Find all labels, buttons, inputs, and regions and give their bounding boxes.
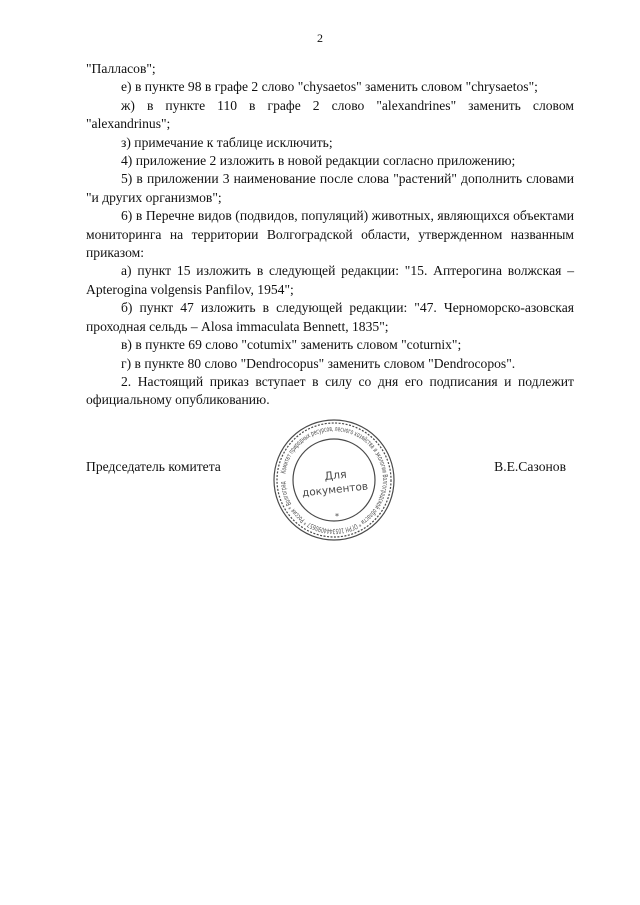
paragraph-item-e: е) в пункте 98 в графе 2 слово "chysaetos" заменить словом "chrysaetos"; bbox=[121, 79, 538, 95]
document-body bbox=[86, 60, 574, 410]
paragraph-item-5: 5) в приложении 3 наименование после слова "растений" дополнить словами "и других организмов"; bbox=[86, 171, 574, 205]
paragraph-item-6: 6) в Перечне видов (подвидов, популяций) животных, являющихся объектами мониторинга на территории Волгоградской области, утвержденном названным приказом: bbox=[86, 208, 574, 261]
signatory-name: В.Е.Сазонов bbox=[494, 459, 566, 474]
paragraph-item-z: з) примечание к таблице исключить; bbox=[121, 134, 333, 150]
paragraph-item-b: б) пункт 47 изложить в следующей редакции: "47. Черноморско-азовская проходная сельдь – Alosa immaculata Bennett, 1835"; bbox=[86, 300, 574, 334]
paragraph-item-zh: ж) в пункте 110 в графе 2 слово "alexandrines" заменить словом "alexandrinus"; bbox=[86, 97, 574, 132]
paragraph-item-2: 2. Настоящий приказ вступает в силу со дня его подписания и подлежит официальному опубликованию. bbox=[86, 373, 574, 408]
stamp-ring-textpath: Комитет природных ресурсов, лесного хозяйства и экологии Волгоградской области * ОГРН 1053444090657 * Россия * Волгоград bbox=[278, 424, 390, 536]
signatory-position: Председатель комитета bbox=[86, 459, 221, 474]
paragraph-item-g: г) в пункте 80 слово "Dendrocopus" заменить словом "Dendrocopos". bbox=[121, 355, 516, 371]
paragraph-item-4: 4) приложение 2 изложить в новой редакции согласно приложению; bbox=[121, 153, 516, 169]
paragraph-item-v: в) в пункте 69 слово "cotumix" заменить словом "coturnix"; bbox=[121, 337, 462, 353]
stamp-star-icon: * bbox=[335, 512, 339, 521]
official-seal-stamp bbox=[271, 417, 397, 543]
page-number: 2 bbox=[317, 31, 323, 45]
paragraph-item-a: а) пункт 15 изложить в следующей редакции: "15. Аптерогина волжская – Apterogina volgensis Panfilov, 1954"; bbox=[86, 263, 574, 297]
paragraph-continuation: "Палласов"; bbox=[86, 61, 156, 76]
stamp-center-line1: Для bbox=[323, 467, 348, 483]
stamp-center-line2: документов bbox=[301, 480, 369, 500]
